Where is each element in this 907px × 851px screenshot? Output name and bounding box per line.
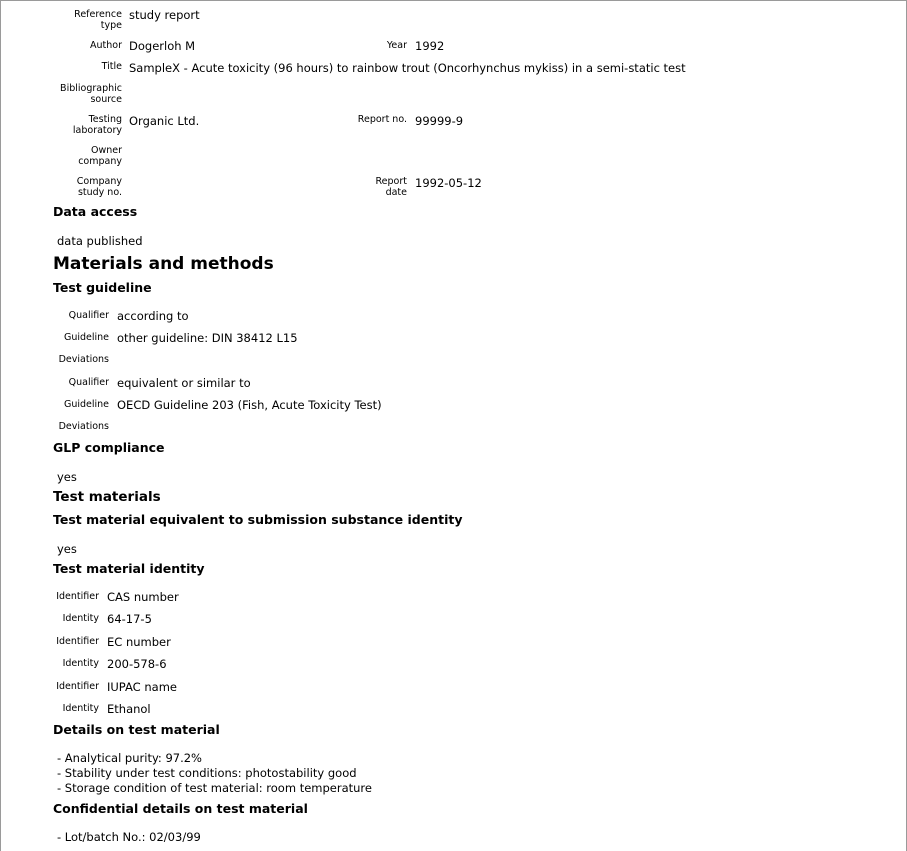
owner-company-label: Owner company (78, 145, 122, 167)
details-test-material-text (57, 751, 372, 796)
identity-label: Identity (62, 613, 99, 624)
glp-compliance-heading: GLP compliance (53, 440, 165, 455)
title-value: SampleX - Acute toxicity (96 hours) to rainbow trout (Oncorhynchus mykiss) in a semi-static test (129, 61, 686, 75)
author-label: Author (90, 40, 122, 51)
company-study-no-label: Company study no. (76, 176, 122, 198)
report-no-label: Report no. (357, 114, 407, 125)
equivalent-substance-value: yes (57, 542, 77, 556)
identifier-label: Identifier (56, 681, 99, 692)
year-value: 1992 (415, 39, 445, 53)
identity-label: Identity (62, 658, 99, 669)
testing-laboratory-label: Testing laboratory (72, 114, 122, 136)
confidential-details-text (57, 830, 201, 845)
testing-laboratory-value: Organic Ltd. (129, 114, 200, 128)
glp-compliance-value: yes (57, 470, 77, 484)
guideline-label: Guideline (63, 399, 109, 410)
identifier-value: CAS number (107, 590, 179, 604)
identity-label: Identity (62, 703, 99, 714)
guideline-value: OECD Guideline 203 (Fish, Acute Toxicity Test) (117, 398, 382, 412)
deviations-label: Deviations (58, 421, 109, 432)
author-value: Dogerloh M (129, 39, 196, 53)
test-material-identity-heading: Test material identity (53, 561, 205, 576)
test-guideline-heading: Test guideline (53, 280, 152, 295)
data-access-heading: Data access (53, 204, 138, 219)
reference-type-value: study report (129, 8, 200, 22)
report-date-label: Report date (375, 176, 407, 198)
identity-value: 200-578-6 (107, 657, 167, 671)
year-label: Year (386, 40, 407, 51)
qualifier-value: according to (117, 309, 189, 323)
confidential-line: - Lot/batch No.: 02/03/99 (57, 830, 201, 844)
details-test-material-heading: Details on test material (53, 722, 220, 737)
report-no-value: 99999-9 (415, 114, 464, 128)
report-date-value: 1992-05-12 (415, 176, 482, 190)
identifier-value: IUPAC name (107, 680, 177, 694)
materials-methods-heading: Materials and methods (53, 254, 274, 274)
qualifier-value: equivalent or similar to (117, 376, 251, 390)
details-line: - Stability under test conditions: photostability good (57, 766, 357, 780)
guideline-label: Guideline (63, 332, 109, 343)
identifier-label: Identifier (56, 591, 99, 602)
qualifier-label: Qualifier (68, 377, 109, 388)
confidential-details-heading: Confidential details on test material (53, 801, 308, 816)
equivalent-substance-heading: Test material equivalent to submission substance identity (53, 512, 463, 527)
details-line: - Storage condition of test material: room temperature (57, 781, 372, 795)
identity-value: Ethanol (107, 702, 151, 716)
title-label: Title (101, 61, 122, 72)
test-materials-heading: Test materials (53, 489, 161, 505)
identity-value: 64-17-5 (107, 612, 152, 626)
data-access-value: data published (57, 234, 143, 248)
deviations-label: Deviations (58, 354, 109, 365)
bibliographic-source-label: Bibliographic source (60, 83, 122, 105)
guideline-value: other guideline: DIN 38412 L15 (117, 331, 298, 345)
details-line: - Analytical purity: 97.2% (57, 751, 202, 765)
reference-type-label: Reference type (74, 9, 122, 31)
identifier-value: EC number (107, 635, 171, 649)
identifier-label: Identifier (56, 636, 99, 647)
qualifier-label: Qualifier (68, 310, 109, 321)
